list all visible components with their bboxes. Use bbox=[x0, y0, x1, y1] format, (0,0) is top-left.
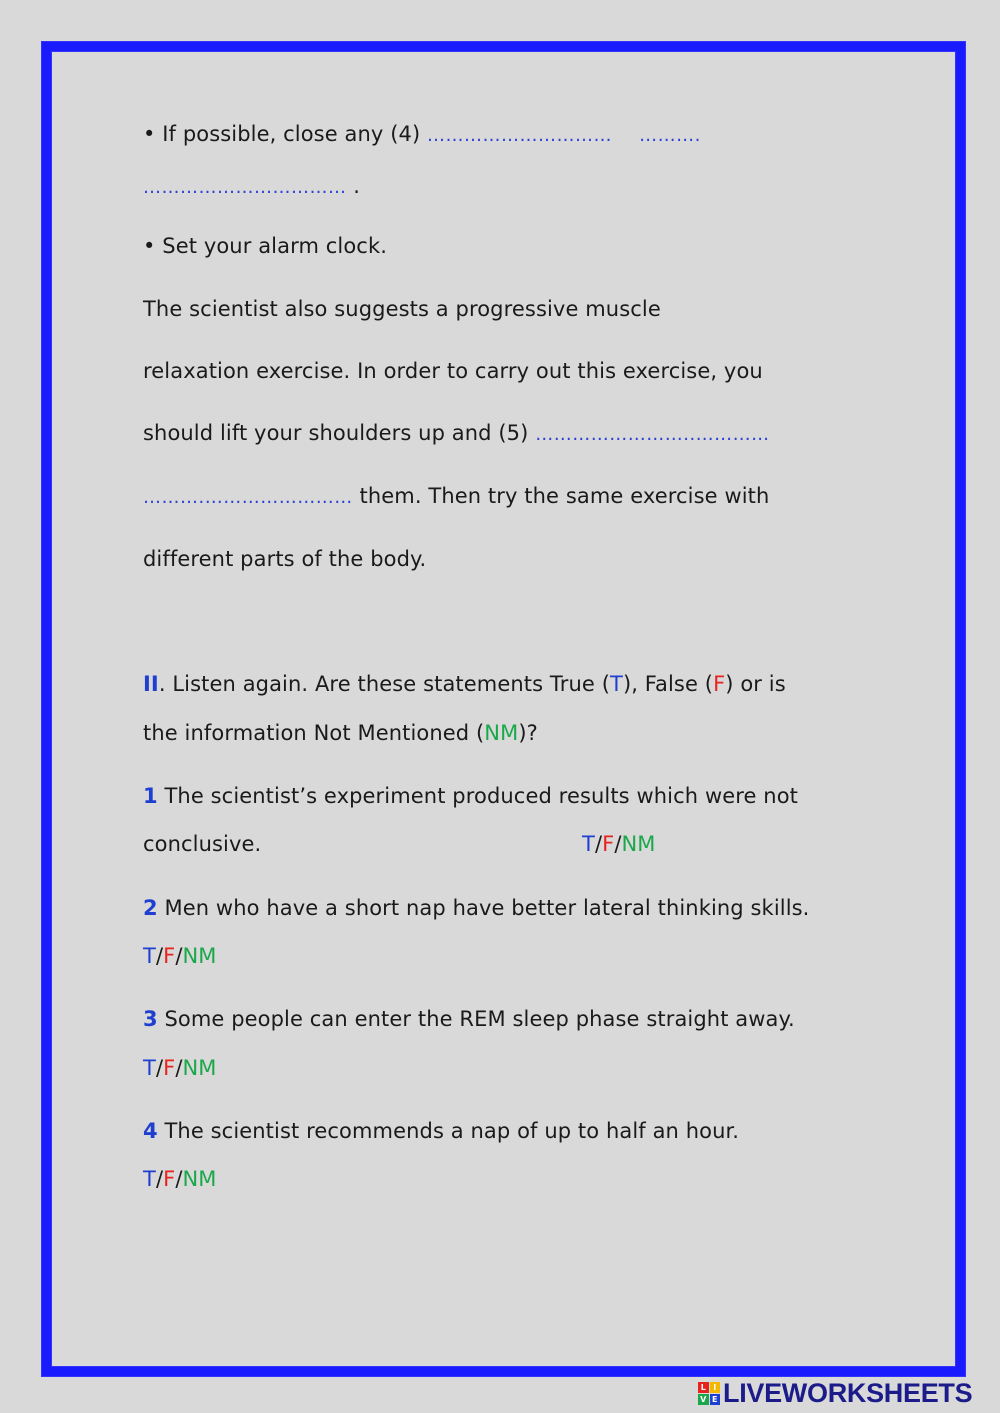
slash: / bbox=[175, 1167, 183, 1191]
false-option[interactable]: F bbox=[163, 944, 176, 968]
intro-line2-a: the information Not Mentioned ( bbox=[143, 721, 485, 745]
logo-text: LIVEWORKSHEETS bbox=[723, 1377, 973, 1408]
intro-b: ), False ( bbox=[622, 672, 714, 696]
slash: / bbox=[614, 832, 622, 856]
question-text-cont: conclusive. bbox=[143, 832, 262, 856]
tfnm-choice-2[interactable] bbox=[143, 944, 217, 968]
question-number: 1 bbox=[143, 784, 158, 808]
false-option[interactable]: F bbox=[602, 832, 615, 856]
slash: / bbox=[175, 1056, 183, 1080]
answer-blank-5a[interactable]: ……………………..………… bbox=[535, 424, 770, 445]
question-4 bbox=[143, 1119, 739, 1143]
answer-blank-4b[interactable]: ………. bbox=[639, 125, 701, 146]
nm-option[interactable]: NM bbox=[182, 1167, 217, 1191]
slash: / bbox=[594, 832, 603, 856]
true-option[interactable]: T bbox=[143, 944, 156, 968]
true-option[interactable]: T bbox=[143, 1167, 156, 1191]
bullet-close-line-2 bbox=[143, 174, 360, 198]
intro-nm-label: NM bbox=[484, 721, 519, 745]
intro-a: . Listen again. Are these statements True ( bbox=[158, 672, 610, 696]
section-numeral: II bbox=[143, 672, 159, 696]
paragraph-line-4 bbox=[143, 484, 769, 508]
question-1-line-2 bbox=[143, 832, 261, 856]
intro-false-label: F bbox=[713, 672, 726, 696]
paragraph-line-3 bbox=[143, 421, 770, 445]
answer-blank-4a[interactable]: ………………………… bbox=[427, 125, 613, 146]
section-ii-intro-2 bbox=[143, 721, 538, 745]
false-option[interactable]: F bbox=[163, 1167, 176, 1191]
intro-line2-b: )? bbox=[518, 721, 538, 745]
slash: / bbox=[175, 944, 183, 968]
answer-blank-4c[interactable]: …………………………… bbox=[143, 177, 347, 198]
question-text: Some people can enter the REM sleep phase straight away. bbox=[164, 1007, 795, 1031]
slash: / bbox=[155, 944, 164, 968]
bullet-close-line bbox=[143, 122, 701, 146]
tfnm-choice-3[interactable] bbox=[143, 1056, 217, 1080]
true-option[interactable]: T bbox=[582, 832, 595, 856]
answer-blank-5b[interactable]: ……….…………………… bbox=[143, 487, 353, 508]
nm-option[interactable]: NM bbox=[621, 832, 656, 856]
paragraph-line-1: The scientist also suggests a progressive muscle bbox=[143, 297, 661, 321]
question-number: 2 bbox=[143, 896, 158, 920]
question-text: The scientist recommends a nap of up to half an hour. bbox=[164, 1119, 740, 1143]
logo-letter: I bbox=[710, 1382, 721, 1393]
logo-letter: V bbox=[698, 1394, 709, 1405]
tfnm-choice-1[interactable] bbox=[582, 832, 656, 856]
slash: / bbox=[155, 1056, 164, 1080]
section-ii-intro bbox=[143, 672, 786, 696]
logo-letter: E bbox=[710, 1394, 721, 1405]
tfnm-choice-4[interactable] bbox=[143, 1167, 217, 1191]
logo-icon bbox=[698, 1382, 720, 1404]
paragraph-line-2: relaxation exercise. In order to carry out this exercise, you bbox=[143, 359, 763, 383]
question-1 bbox=[143, 784, 798, 808]
intro-c: ) or is bbox=[725, 672, 786, 696]
false-option[interactable]: F bbox=[163, 1056, 176, 1080]
logo-letter: L bbox=[698, 1382, 709, 1393]
true-option[interactable]: T bbox=[143, 1056, 156, 1080]
question-number: 3 bbox=[143, 1007, 158, 1031]
bullet-close-text: • If possible, close any (4) bbox=[143, 122, 421, 146]
question-text: Men who have a short nap have better lateral thinking skills. bbox=[164, 896, 810, 920]
question-text: The scientist’s experiment produced results which were not bbox=[164, 784, 799, 808]
liveworksheets-logo[interactable] bbox=[698, 1378, 972, 1408]
paragraph-line-5: different parts of the body. bbox=[143, 547, 427, 571]
nm-option[interactable]: NM bbox=[182, 944, 217, 968]
question-3 bbox=[143, 1007, 795, 1031]
question-number: 4 bbox=[143, 1119, 158, 1143]
nm-option[interactable]: NM bbox=[182, 1056, 217, 1080]
paragraph-line-3-text: should lift your shoulders up and (5) bbox=[143, 421, 529, 445]
bullet-alarm: • Set your alarm clock. bbox=[143, 234, 387, 258]
paragraph-line-4-text: them. Then try the same exercise with bbox=[359, 484, 770, 508]
bullet-close-end: . bbox=[353, 174, 361, 198]
question-2 bbox=[143, 896, 809, 920]
slash: / bbox=[155, 1167, 164, 1191]
intro-true-label: T bbox=[610, 672, 623, 696]
